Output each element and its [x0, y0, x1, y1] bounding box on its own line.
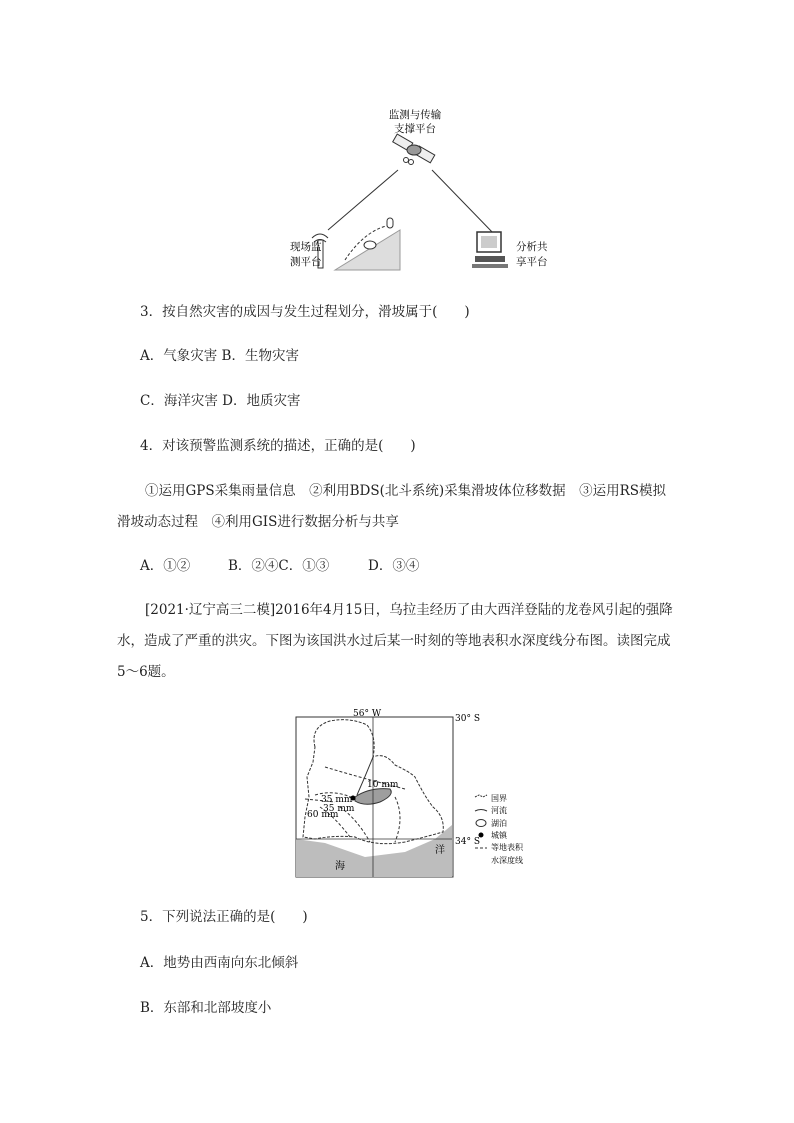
right-label-2: 享平台	[516, 256, 548, 268]
q3-options-line1: A．气象灾害 B．生物灾害	[140, 348, 299, 364]
right-label-1: 分析共	[516, 241, 548, 253]
monitoring-system-diagram	[290, 100, 570, 280]
computer-icon	[472, 232, 508, 268]
uruguay-flood-map	[295, 707, 535, 879]
q5-option-b: B．东部和北部坡度小	[140, 1000, 272, 1016]
q4-option-bc: B．②④C．①③	[228, 558, 330, 574]
left-label-1: 现场监	[290, 241, 322, 253]
map-legend	[475, 794, 524, 865]
contour-35b-label: 35 mm	[323, 804, 355, 814]
lat-top-label: 30° S	[455, 714, 480, 724]
legend-contour-2: 水深度线	[491, 856, 523, 865]
contour-60-label: 60 mm	[307, 810, 339, 820]
q4-option-a: A．①②	[140, 558, 191, 574]
contour-35a-label: 35 mm	[321, 795, 353, 805]
intro-paragraph	[117, 595, 677, 688]
sea-left-label: 海	[335, 861, 345, 872]
q4-statements	[117, 476, 677, 538]
satellite-icon	[393, 134, 435, 164]
sea-right-label: 洋	[435, 845, 445, 856]
q3-stem: 3．按自然灾害的成因与发生过程划分，滑坡属于( )	[140, 304, 470, 320]
q4-statements-text: ①运用GPS采集雨量信息 ②利用BDS(北斗系统)采集滑坡体位移数据 ③运用RS模拟滑坡动态过程 ④利用GIS进行数据分析与共享	[117, 483, 667, 530]
legend-city: 城镇	[491, 831, 507, 840]
q5-stem: 5．下列说法正确的是( )	[140, 909, 308, 925]
q5-option-a: A．地势由西南向东北倾斜	[140, 955, 299, 971]
q4-stem: 4．对该预警监测系统的描述，正确的是( )	[140, 438, 416, 454]
q4-option-d: D．③④	[368, 558, 420, 574]
contour-10-label: 10 mm	[367, 780, 399, 790]
slope-monitoring-icon	[312, 218, 400, 270]
top-label-1: 监测与传输	[388, 109, 442, 121]
q4-options	[140, 556, 419, 576]
lat-bottom-label: 34° S	[455, 837, 480, 847]
legend-contour-1: 等地表积	[491, 843, 523, 852]
legend-lake: 湖泊	[491, 819, 507, 828]
top-label-2: 支撑平台	[394, 123, 436, 135]
intro-text: [2021·辽宁高三二模]2016年4月15日，乌拉圭经历了由大西洋登陆的龙卷风引起的强降水，造成了严重的洪灾。下图为该国洪水过后某一时刻的等地表积水深度线分布图。读图完成5～6题。	[117, 602, 673, 680]
left-label-2: 测平台	[290, 256, 322, 268]
legend-border: 国界	[491, 794, 507, 803]
legend-river: 河流	[491, 806, 507, 815]
q3-options-line2: C．海洋灾害 D．地质灾害	[140, 393, 301, 409]
lon-label: 56° W	[353, 709, 382, 719]
